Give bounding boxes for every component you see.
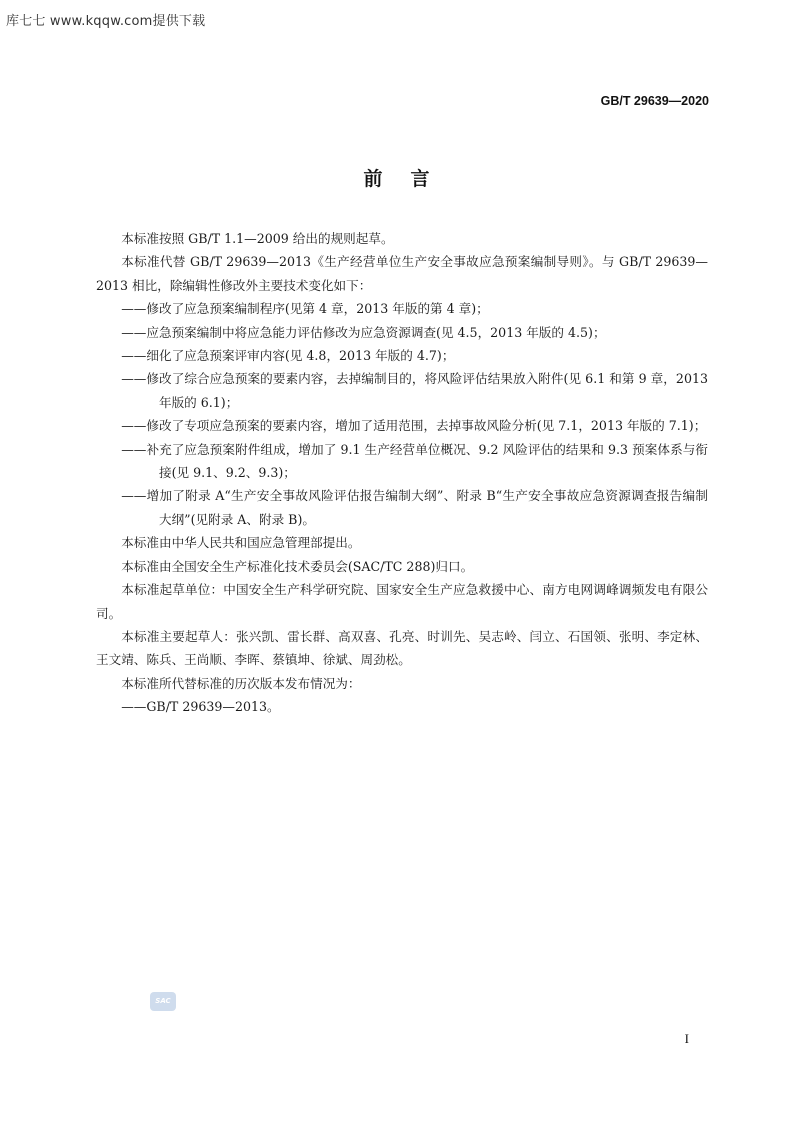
foreword-body	[96, 227, 708, 719]
sac-logo: SAC	[150, 992, 176, 1011]
change-item: ——修改了应急预案编制程序(见第 4 章，2013 年版的第 4 章)；	[121, 301, 489, 317]
paragraph-replacement: 本标准代替 GB/T 29639—2013《生产经营单位生产安全事故应急预案编制导则》。与 GB/T 29639—2013 相比，除编辑性修改外主要技术变化如下：	[96, 254, 708, 293]
change-item: ——补充了应急预案附件组成，增加了 9.1 生产经营单位概况、9.2 风险评估的结果和 9.3 预案体系与衔接(见 9.1、9.2、9.3)；	[121, 441, 708, 481]
change-item: ——修改了综合应急预案的要素内容，去掉编制目的，将风险评估结果放入附件(见 6.1 和第 9 章，2013 年版的 6.1)；	[121, 371, 708, 410]
page-number: I	[684, 1031, 689, 1046]
change-item: ——应急预案编制中将应急能力评估修改为应急资源调查(见 4.5，2013 年版的 4.5)；	[121, 324, 606, 340]
change-item: ——增加了附录 A“生产安全事故风险评估报告编制大纲”、附录 B“生产安全事故应急资源调查报告编制大纲”(见附录 A、附录 B)。	[121, 488, 708, 527]
paragraph-proposer: 本标准由中华人民共和国应急管理部提出。	[121, 535, 361, 551]
standard-code: GB/T 29639—2020	[600, 94, 709, 108]
change-item: ——细化了应急预案评审内容(见 4.8，2013 年版的 4.7)；	[121, 348, 455, 364]
history-item: ——GB/T 29639—2013。	[121, 699, 280, 715]
page-title: 前言	[363, 168, 458, 190]
paragraph-history: 本标准所代替标准的历次版本发布情况为：	[121, 675, 361, 691]
paragraph-committee: 本标准由全国安全生产标准化技术委员会(SAC/TC 288)归口。	[121, 558, 474, 574]
paragraph-drafters: 本标准主要起草人：张兴凯、雷长群、高双喜、孔亮、时训先、吴志岭、闫立、石国领、张明、李定林、王文靖、陈兵、王尚顺、李晖、蔡镇坤、徐斌、周劲松。	[96, 628, 708, 668]
paragraph-drafting-units: 本标准起草单位：中国安全生产科学研究院、国家安全生产应急救援中心、南方电网调峰调频发电有限公司。	[96, 582, 708, 621]
paragraph-drafting-rules: 本标准按照 GB/T 1.1—2009 给出的规则起草。	[121, 231, 394, 246]
download-watermark: 库七七 www.kqqw.com提供下载	[6, 14, 206, 29]
change-item: ——修改了专项应急预案的要素内容，增加了适用范围，去掉事故风险分析(见 7.1，2013 年版的 7.1)；	[121, 418, 707, 434]
